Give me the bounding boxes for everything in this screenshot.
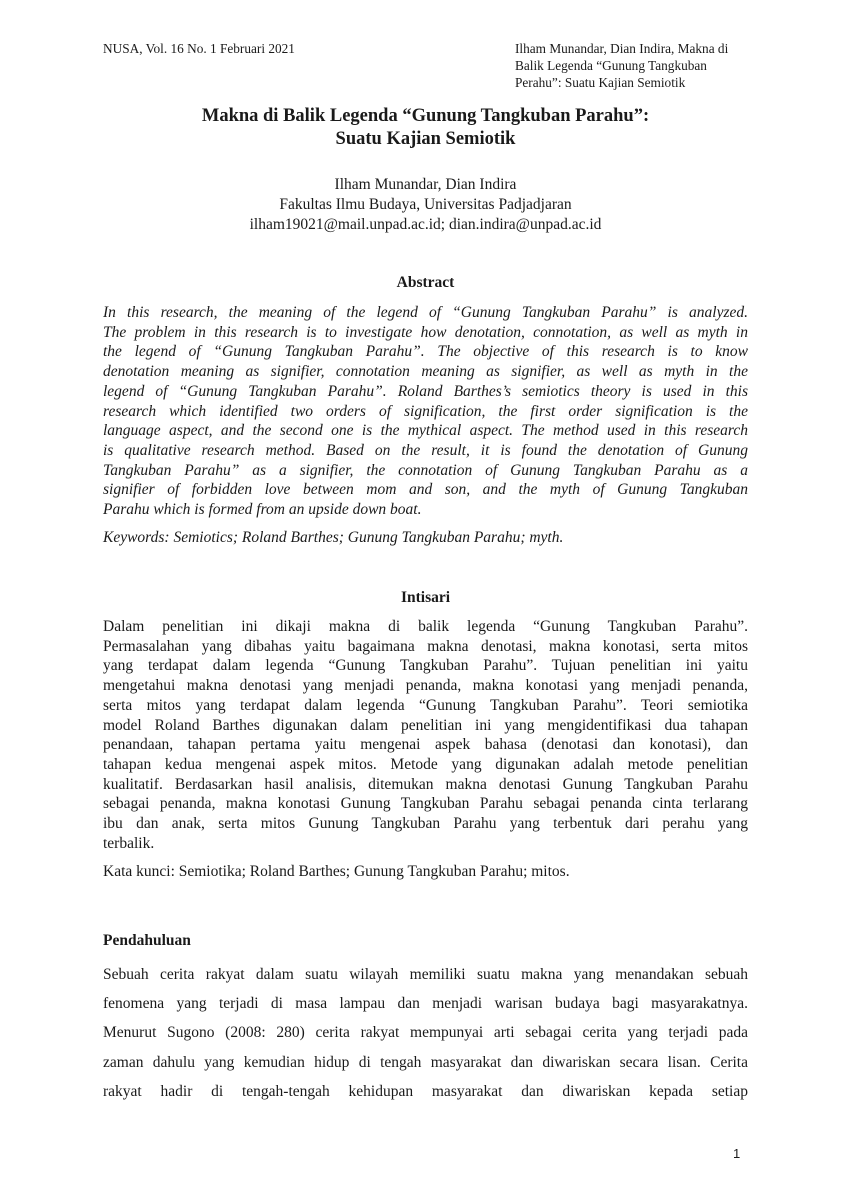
intisari-line: penandaan, tahapan pertama yaitu mengenai aspek bahasa (denotasi dan konotasi), dan <box>103 736 748 754</box>
intisari-line: tahapan kedua mengenai aspek mitos. Metode yang digunakan adalah metode penelitian <box>103 755 748 773</box>
pendahuluan-heading: Pendahuluan <box>103 932 191 949</box>
intisari-line: sebagai penanda, makna konotasi Gunung Tangkuban Parahu sebagai penanda cinta terlarang <box>103 795 748 813</box>
intisari-line: ibu dan anak, serta mitos Gunung Tangkuban Parahu yang terbentuk dari perahu yang <box>103 815 748 833</box>
abstract-line: Parahu which is formed from an upside down boat. <box>103 501 422 519</box>
pendahuluan-line: zaman dahulu yang kemudian hidup di tengah masyarakat dan diwariskan secara lisan. Cerita <box>103 1053 748 1071</box>
abstract-line: Tangkuban Parahu” as a signifier, the connotation of Gunung Tangkuban Parahu as a <box>103 461 748 479</box>
intisari-line: Dalam penelitian ini dikaji makna di balik legenda “Gunung Tangkuban Parahu”. <box>103 618 748 635</box>
abstract-line: legend of “Gunung Tangkuban Parahu”. Roland Barthes’s semiotics theory is used in this <box>103 382 748 400</box>
intisari-line: serta mitos yang terdapat dalam legenda “Gunung Tangkuban Parahu”. Teori semiotika <box>103 696 748 714</box>
running-header-line: Balik Legenda “Gunung Tangkuban <box>515 58 707 73</box>
paper-title <box>103 105 748 151</box>
abstract-line: research which identified two orders of signification, the first order signification is the <box>103 402 748 420</box>
author-block <box>103 175 748 235</box>
intisari-body <box>103 617 748 853</box>
abstract-keywords: Keywords: Semiotics; Roland Barthes; Gunung Tangkuban Parahu; myth. <box>103 529 564 546</box>
abstract-line: signifier of forbidden love between mom and son, and the myth of Gunung Tangkuban <box>103 481 748 499</box>
abstract-line: The problem in this research is to investigate how denotation, connotation, as well as myth in <box>103 323 748 341</box>
intisari-heading: Intisari <box>400 589 451 606</box>
running-header-line: Ilham Munandar, Dian Indira, Makna di <box>515 41 729 56</box>
running-header-citation <box>515 40 748 91</box>
intisari-line: yang terdapat dalam legenda “Gunung Tangkuban Parahu”. Tujuan penelitian ini yaitu <box>103 657 748 675</box>
abstract-line: language aspect, and the second one is the mythical aspect. The method used in this research <box>103 422 748 440</box>
author-affiliation: Fakultas Ilmu Budaya, Universitas Padjadjaran <box>279 196 572 213</box>
page-number: 1 <box>733 1146 741 1161</box>
paper-title-line: Suatu Kajian Semiotik <box>335 129 516 149</box>
intisari-keywords: Kata kunci: Semiotika; Roland Barthes; Gunung Tangkuban Parahu; mitos. <box>103 863 570 880</box>
pendahuluan-line: Sebuah cerita rakyat dalam suatu wilayah memiliki suatu makna yang menandakan sebuah <box>103 966 748 983</box>
intisari-line: kualitatif. Berdasarkan hasil analisis, ditemukan makna denotasi Gunung Tangkuban Parahu <box>103 775 748 793</box>
intisari-line: mengetahui makna denotasi yang menjadi penanda, makna konotasi yang menjadi penanda, <box>103 677 748 695</box>
running-header-journal: NUSA, Vol. 16 No. 1 Februari 2021 <box>103 41 295 56</box>
pendahuluan-body <box>103 960 748 1106</box>
pendahuluan-line: Menurut Sugono (2008: 280) cerita rakyat mempunyai arti sebagai cerita yang terjadi pada <box>103 1024 748 1042</box>
pendahuluan-line: rakyat hadir di tengah-tengah kehidupan masyarakat dan diwariskan kepada setiap <box>103 1082 748 1100</box>
pendahuluan-line: fenomena yang terjadi di masa lampau dan menjadi warisan budaya bagi masyarakatnya. <box>103 995 748 1013</box>
abstract-heading: Abstract <box>396 274 455 291</box>
abstract-line: the legend of “Gunung Tangkuban Parahu”. The objective of this research is to know <box>103 343 748 361</box>
intisari-line: model Roland Barthes digunakan dalam penelitian ini yang mengidentifikasi dua tahapan <box>103 716 748 734</box>
intisari-line: terbalik. <box>103 834 155 852</box>
running-header-line: Perahu”: Suatu Kajian Semiotik <box>515 75 686 90</box>
author-names: Ilham Munandar, Dian Indira <box>334 176 517 193</box>
author-emails: ilham19021@mail.unpad.ac.id; dian.indira@unpad.ac.id <box>249 216 602 233</box>
intisari-line: Permasalahan yang dibahas yaitu bagaimana makna denotasi, makna konotasi, serta mitos <box>103 637 748 655</box>
abstract-line: In this research, the meaning of the legend of “Gunung Tangkuban Parahu” is analyzed. <box>103 304 748 321</box>
abstract-line: denotation meaning as signifier, connotation meaning as signifier, as well as myth in the <box>103 363 748 381</box>
abstract-line: is qualitative research method. Based on the result, it is found the denotation of Gunung <box>103 441 748 459</box>
paper-title-line: Makna di Balik Legenda “Gunung Tangkuban Parahu”: <box>201 106 650 126</box>
abstract-body <box>103 303 748 520</box>
